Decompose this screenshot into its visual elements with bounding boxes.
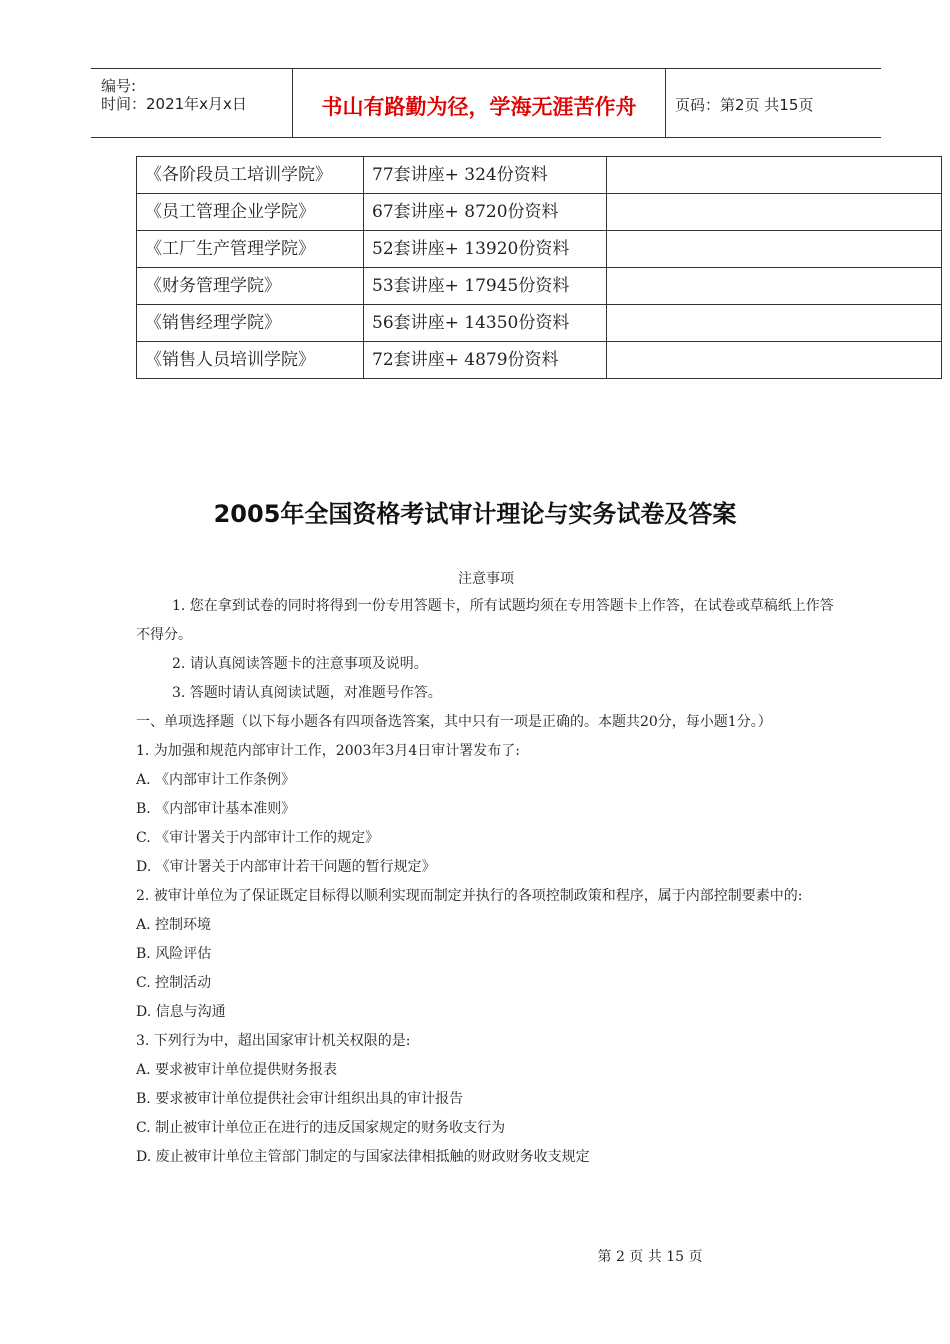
document-title: 2005年全国资格考试审计理论与实务试卷及答案 [213, 500, 737, 528]
question-stem: 2. 被审计单位为了保证既定目标得以顺利实现而制定并执行的各项控制政策和程序，属于内部控制要素中的: [136, 888, 803, 904]
question-option: A. 《内部审计工作条例》 [136, 772, 296, 788]
table-cell-note [607, 194, 942, 231]
table-row [137, 342, 942, 379]
header-motto-cell [292, 69, 666, 137]
question-option: D. 《审计署关于内部审计若干问题的暂行规定》 [136, 859, 436, 875]
question-option: A. 控制环境 [136, 917, 212, 933]
table-cell-name: 《各阶段员工培训学院》 [137, 157, 364, 194]
table-cell-name: 《财务管理学院》 [137, 268, 364, 305]
table-cell-name: 《工厂生产管理学院》 [137, 231, 364, 268]
table-cell-info: 53套讲座+ 17945份资料 [364, 268, 607, 305]
table-cell-note [607, 342, 942, 379]
table-cell-info: 52套讲座+ 13920份资料 [364, 231, 607, 268]
notice-item: 3. 答题时请认真阅读试题，对准题号作答。 [172, 685, 442, 701]
table-row [137, 194, 942, 231]
table-cell-note [607, 305, 942, 342]
serial-label: 编号: [101, 77, 137, 95]
time-label: 时间：2021年x月x日 [101, 95, 247, 113]
notice-item: 1. 您在拿到试卷的同时将得到一份专用答题卡，所有试题均须在专用答题卡上作答，在试卷或草稿纸上作答不得分。 [136, 598, 834, 643]
notice-heading: 注意事项 [458, 571, 514, 587]
table-row [137, 157, 942, 194]
page-label: 页码：第2页 共15页 [675, 96, 814, 114]
resource-table [136, 156, 942, 379]
table-cell-info: 77套讲座+ 324份资料 [364, 157, 607, 194]
header-page-cell [665, 69, 881, 137]
question-option: B. 要求被审计单位提供社会审计组织出具的审计报告 [136, 1091, 464, 1107]
question-option: B. 《内部审计基本准则》 [136, 801, 296, 817]
table-row [137, 305, 942, 342]
table-cell-note [607, 268, 942, 305]
document-body [136, 592, 836, 1172]
table-cell-info: 67套讲座+ 8720份资料 [364, 194, 607, 231]
question-stem: 3. 下列行为中，超出国家审计机关权限的是: [136, 1033, 411, 1049]
table-cell-note [607, 231, 942, 268]
header-meta-cell [91, 69, 292, 137]
table-row [137, 268, 942, 305]
question-option: C. 制止被审计单位正在进行的违反国家规定的财务收支行为 [136, 1120, 506, 1136]
motto: 书山有路勤为径，学海无涯苦作舟 [321, 95, 637, 119]
section-heading: 一、单项选择题（以下每小题各有四项备选答案，其中只有一项是正确的。本题共20分，每小题1分。） [136, 714, 772, 730]
table-cell-info: 72套讲座+ 4879份资料 [364, 342, 607, 379]
table-cell-name: 《销售经理学院》 [137, 305, 364, 342]
table-cell-name: 《员工管理企业学院》 [137, 194, 364, 231]
notice-item: 2. 请认真阅读答题卡的注意事项及说明。 [172, 656, 428, 672]
table-cell-note [607, 157, 942, 194]
table-cell-info: 56套讲座+ 14350份资料 [364, 305, 607, 342]
question-option: A. 要求被审计单位提供财务报表 [136, 1062, 338, 1078]
question-option: C. 控制活动 [136, 975, 212, 991]
question-stem: 1. 为加强和规范内部审计工作，2003年3月4日审计署发布了: [136, 743, 520, 759]
question-option: C. 《审计署关于内部审计工作的规定》 [136, 830, 380, 846]
question-option: D. 废止被审计单位主管部门制定的与国家法律相抵触的财政财务收支规定 [136, 1149, 590, 1165]
question-option: D. 信息与沟通 [136, 1004, 226, 1020]
page-header [91, 68, 881, 138]
question-option: B. 风险评估 [136, 946, 212, 962]
page-footer: 第 2 页 共 15 页 [597, 1249, 703, 1265]
table-row [137, 231, 942, 268]
table-cell-name: 《销售人员培训学院》 [137, 342, 364, 379]
